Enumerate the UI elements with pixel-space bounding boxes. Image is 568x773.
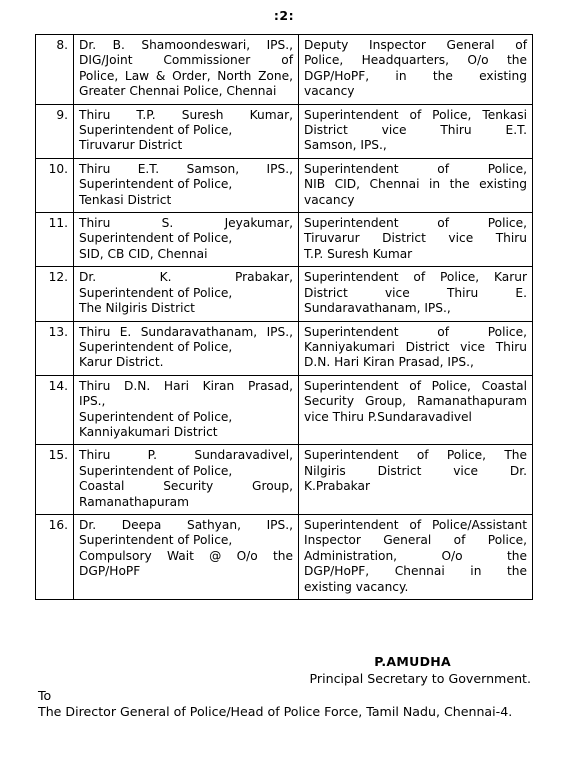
posting-line: D.N. Hari Kiran Prasad, IPS., — [304, 355, 474, 370]
officer-line: Superintendent of Police, — [79, 285, 233, 300]
officer-line: Superintendent of Police, — [79, 409, 233, 424]
posting-line: District vice Thiru E. — [304, 285, 527, 300]
table-row — [36, 514, 533, 599]
posting-line: Sundaravathanam, IPS., — [304, 301, 451, 316]
posting-line: Security Group, Ramanathapuram — [304, 394, 527, 409]
posting-line: Inspector General of Police, — [304, 533, 527, 548]
addressee-block — [38, 688, 512, 720]
table-row — [36, 321, 533, 375]
posting-line: vacancy — [304, 84, 355, 99]
officer-line: Thiru D.N. Hari Kiran Prasad, — [79, 378, 293, 393]
officer-line: Dr. K. Prabakar, — [79, 270, 293, 285]
posting-line: DGP/HoPF, in the existing — [304, 68, 527, 83]
officer-cell — [74, 445, 299, 515]
posting-line: vice Thiru P.Sundaravadivel — [304, 409, 472, 424]
table-row — [36, 104, 533, 158]
officer-line: Thiru T.P. Suresh Kumar, — [79, 107, 293, 122]
officer-line: Ramanathapuram — [79, 494, 189, 509]
posting-line: Samson, IPS., — [304, 138, 387, 153]
posting-line: T.P. Suresh Kumar — [304, 246, 413, 261]
officer-line: Tenkasi District — [79, 192, 172, 207]
posting-cell — [299, 445, 533, 515]
officer-line: Thiru E. Sundaravathanam, IPS., — [79, 324, 293, 339]
addressee-text: The Director General of Police/Head of Police Force, Tamil Nadu, Chennai-4. — [38, 704, 513, 719]
officer-line: SID, CB CID, Chennai — [79, 246, 208, 261]
posting-line: Superintendent of Police, Coastal — [304, 378, 527, 393]
posting-line: Administration, O/o the — [304, 548, 527, 563]
officer-line: Thiru S. Jeyakumar, — [79, 216, 293, 231]
serial-number-cell: 11. — [36, 213, 74, 267]
officer-line: IPS., — [79, 394, 106, 409]
signatory-designation: Principal Secretary to Government. — [309, 671, 531, 686]
officer-line: DIG/Joint Commissioner of — [79, 53, 293, 68]
posting-line: District vice Thiru E.T. — [304, 123, 527, 138]
officer-line: Greater Chennai Police, Chennai — [79, 84, 277, 99]
officer-line: Thiru E.T. Samson, IPS., — [79, 161, 293, 176]
officer-line: DGP/HoPF — [79, 564, 141, 579]
posting-cell — [299, 104, 533, 158]
posting-line: Superintendent of Police, Karur — [304, 270, 527, 285]
officer-cell — [74, 267, 299, 321]
officer-line: Coastal Security Group, — [79, 479, 293, 494]
officer-line: Tiruvarur District — [79, 138, 183, 153]
posting-cell — [299, 158, 533, 212]
officer-cell — [74, 213, 299, 267]
serial-number-cell: 15. — [36, 445, 74, 515]
posting-line: Superintendent of Police, — [304, 161, 527, 176]
posting-cell — [299, 375, 533, 445]
serial-number-cell: 13. — [36, 321, 74, 375]
officer-cell — [74, 35, 299, 105]
officer-line: Superintendent of Police, — [79, 463, 233, 478]
officer-line: Compulsory Wait @ O/o the — [79, 548, 293, 563]
serial-number-cell: 12. — [36, 267, 74, 321]
table-row — [36, 375, 533, 445]
officer-cell — [74, 158, 299, 212]
officer-cell — [74, 514, 299, 599]
posting-line: Kanniyakumari District vice Thiru — [304, 339, 527, 354]
officer-line: Dr. B. Shamoondeswari, IPS., — [79, 38, 293, 52]
posting-line: Police, Headquarters, O/o the — [304, 53, 527, 68]
posting-line: K.Prabakar — [304, 479, 371, 494]
table-row — [36, 158, 533, 212]
officer-line: Superintendent of Police, — [79, 533, 233, 548]
page-number: :2: — [273, 8, 295, 23]
officer-cell — [74, 104, 299, 158]
officer-line: Superintendent of Police, — [79, 339, 233, 354]
signature-block — [0, 654, 531, 686]
posting-cell — [299, 267, 533, 321]
officer-line: Police, Law & Order, North Zone, — [79, 68, 293, 83]
officer-line: Superintendent of Police, — [79, 231, 233, 246]
table-row — [36, 267, 533, 321]
table-row — [36, 35, 533, 105]
posting-line: Superintendent of Police, Tenkasi — [304, 107, 527, 122]
posting-line: NIB CID, Chennai in the existing — [304, 177, 527, 192]
officer-line: Dr. Deepa Sathyan, IPS., — [79, 517, 293, 532]
posting-line: Tiruvarur District vice Thiru — [304, 231, 527, 246]
table-row — [36, 445, 533, 515]
serial-number-cell: 9. — [36, 104, 74, 158]
officer-line: Superintendent of Police, — [79, 123, 233, 138]
posting-cell — [299, 213, 533, 267]
transfer-orders-table — [35, 34, 533, 600]
serial-number-cell: 14. — [36, 375, 74, 445]
officer-line: Superintendent of Police, — [79, 177, 233, 192]
posting-cell — [299, 35, 533, 105]
posting-cell — [299, 321, 533, 375]
posting-line: existing vacancy. — [304, 579, 409, 594]
officer-cell — [74, 375, 299, 445]
to-label: To — [38, 688, 52, 703]
posting-line: Superintendent of Police/Assistant — [304, 517, 527, 532]
serial-number-cell: 16. — [36, 514, 74, 599]
serial-number-cell: 8. — [36, 35, 74, 105]
posting-line: Deputy Inspector General of — [304, 38, 527, 52]
posting-cell — [299, 514, 533, 599]
table-row — [36, 213, 533, 267]
posting-line: vacancy — [304, 192, 355, 207]
officer-line: Kanniyakumari District — [79, 424, 218, 439]
serial-number-cell: 10. — [36, 158, 74, 212]
posting-line: Superintendent of Police, The — [304, 448, 527, 463]
posting-line: Superintendent of Police, — [304, 324, 527, 339]
signatory-name: P.AMUDHA — [374, 654, 451, 669]
officer-line: The Nilgiris District — [79, 301, 195, 316]
officer-line: Karur District. — [79, 355, 164, 370]
posting-line: Nilgiris District vice Dr. — [304, 463, 527, 478]
posting-line: Superintendent of Police, — [304, 216, 527, 231]
officer-line: Thiru P. Sundaravadivel, — [79, 448, 293, 463]
officer-cell — [74, 321, 299, 375]
posting-line: DGP/HoPF, Chennai in the — [304, 564, 527, 579]
